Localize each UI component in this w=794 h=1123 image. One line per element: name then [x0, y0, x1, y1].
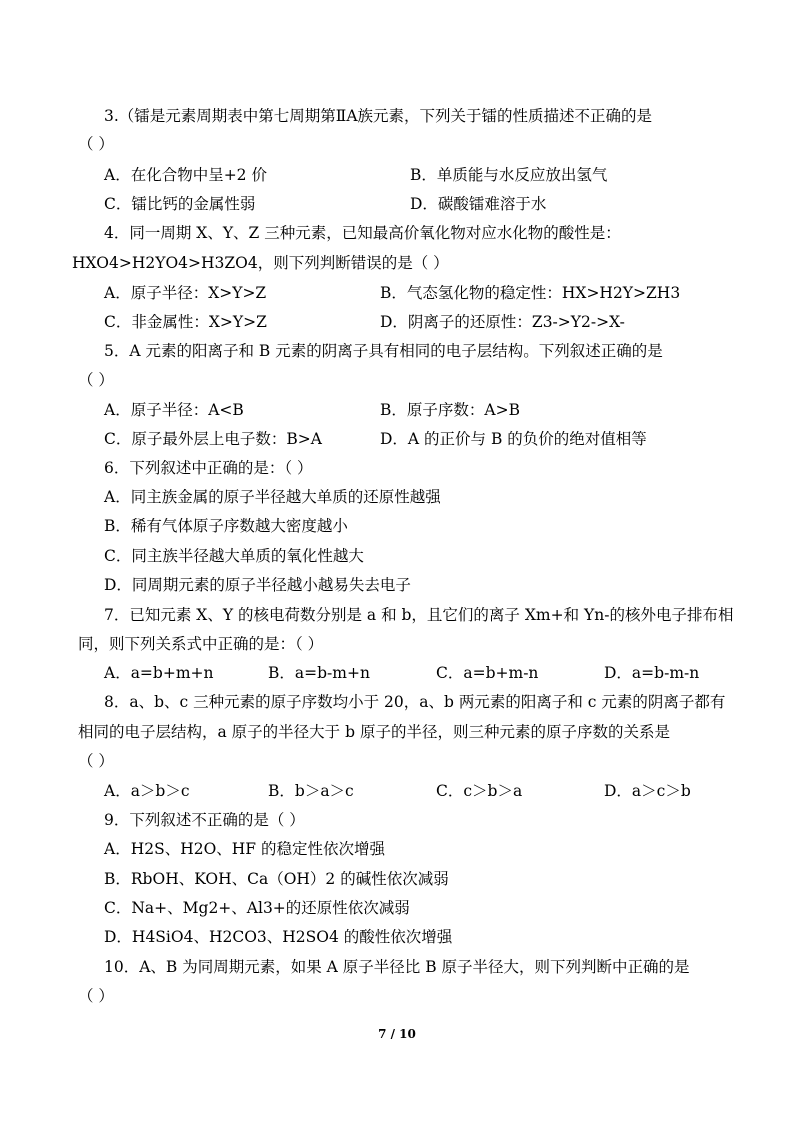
question-8-stem: 8．a、b、c 三种元素的原子序数均小于 20，a、b 两元素的阳离子和 c 元素的阴离子都有 — [104, 693, 726, 711]
question-9-option-a: A．H2S、H2O、HF 的稳定性依次增强 — [104, 840, 385, 858]
question-9-option-b: B．RbOH、KOH、Ca（OH）2 的碱性依次减弱 — [104, 870, 449, 888]
question-5-option-d: D．A 的正价与 B 的负价的绝对值相等 — [380, 430, 647, 448]
question-4-option-d: D．阴离子的还原性：Z3->Y2->X- — [380, 313, 625, 331]
question-3-stem: 3.（镭是元素周期表中第七周期第ⅡA族元素，下列关于镭的性质描述不正确的是 — [104, 107, 653, 125]
question-6-option-a: A．同主族金属的原子半径越大单质的还原性越强 — [104, 488, 441, 506]
question-5-option-c: C．原子最外层上电子数：B>A — [104, 430, 322, 448]
question-8-blank: （ ） — [78, 752, 114, 770]
page-number: 7 / 10 — [378, 1027, 416, 1041]
question-9-option-c: C．Na+、Mg2+、Al3+的还原性依次减弱 — [104, 899, 410, 917]
question-4-stem-continued: HXO4>H2YO4>H3ZO4，则下列判断错误的是（ ） — [72, 254, 449, 272]
question-6-option-d: D．同周期元素的原子半径越小越易失去电子 — [104, 576, 411, 594]
question-7-option-a: A．a=b+m+n — [104, 664, 214, 682]
question-5-stem: 5．A 元素的阳离子和 B 元素的阴离子具有相同的电子层结构。下列叙述正确的是 — [104, 342, 663, 360]
question-8-option-a: A．a＞b＞c — [104, 782, 190, 800]
question-3-option-c: C．镭比钙的金属性弱 — [104, 195, 256, 213]
question-3-option-d: D．碳酸镭难溶于水 — [410, 195, 547, 213]
question-4-stem: 4．同一周期 X、Y、Z 三种元素，已知最高价氧化物对应水化物的酸性是： — [104, 224, 621, 242]
question-3-blank: （ ） — [78, 135, 114, 153]
question-7-option-d: D．a=b-m-n — [604, 664, 700, 682]
question-5-option-b: B．原子序数：A>B — [380, 401, 520, 419]
question-5-option-a: A．原子半径：A<B — [104, 401, 244, 419]
question-10-blank: （ ） — [78, 987, 114, 1005]
question-6-option-c: C．同主族半径越大单质的氧化性越大 — [104, 547, 364, 565]
question-4-option-a: A．原子半径：X>Y>Z — [104, 284, 267, 302]
question-9-stem: 9．下列叙述不正确的是（ ） — [104, 811, 305, 829]
question-4-option-b: B．气态氢化物的稳定性：HX>H2Y>ZH3 — [380, 284, 681, 302]
question-7-stem-continued: 同，则下列关系式中正确的是：（ ） — [78, 635, 324, 653]
question-6-stem: 6．下列叙述中正确的是：（ ） — [104, 459, 313, 477]
question-8-option-d: D．a＞c＞b — [604, 782, 691, 800]
question-5-blank: （ ） — [78, 371, 114, 389]
question-9-option-d: D．H4SiO4、H2CO3、H2SO4 的酸性依次增强 — [104, 928, 453, 946]
question-7-option-b: B．a=b-m+n — [268, 664, 370, 682]
question-8-option-b: B．b＞a＞c — [268, 782, 354, 800]
question-7-stem: 7．已知元素 X、Y 的核电荷数分别是 a 和 b，且它们的离子 Xm+和 Yn-的核外电子排布相 — [104, 606, 734, 624]
question-10-stem: 10．A、B 为同周期元素，如果 A 原子半径比 B 原子半径大，则下列判断中正确的是 — [104, 958, 690, 976]
question-8-stem-continued: 相同的电子层结构，a 原子的半径大于 b 原子的半径，则三种元素的原子序数的关系是 — [78, 723, 670, 741]
question-8-option-c: C．c＞b＞a — [436, 782, 523, 800]
question-3-option-b: B．单质能与水反应放出氢气 — [410, 166, 608, 184]
question-3-option-a: A．在化合物中呈+2 价 — [104, 166, 267, 184]
question-7-option-c: C．a=b+m-n — [436, 664, 539, 682]
question-4-option-c: C．非金属性：X>Y>Z — [104, 313, 267, 331]
question-6-option-b: B．稀有气体原子序数越大密度越小 — [104, 517, 348, 535]
